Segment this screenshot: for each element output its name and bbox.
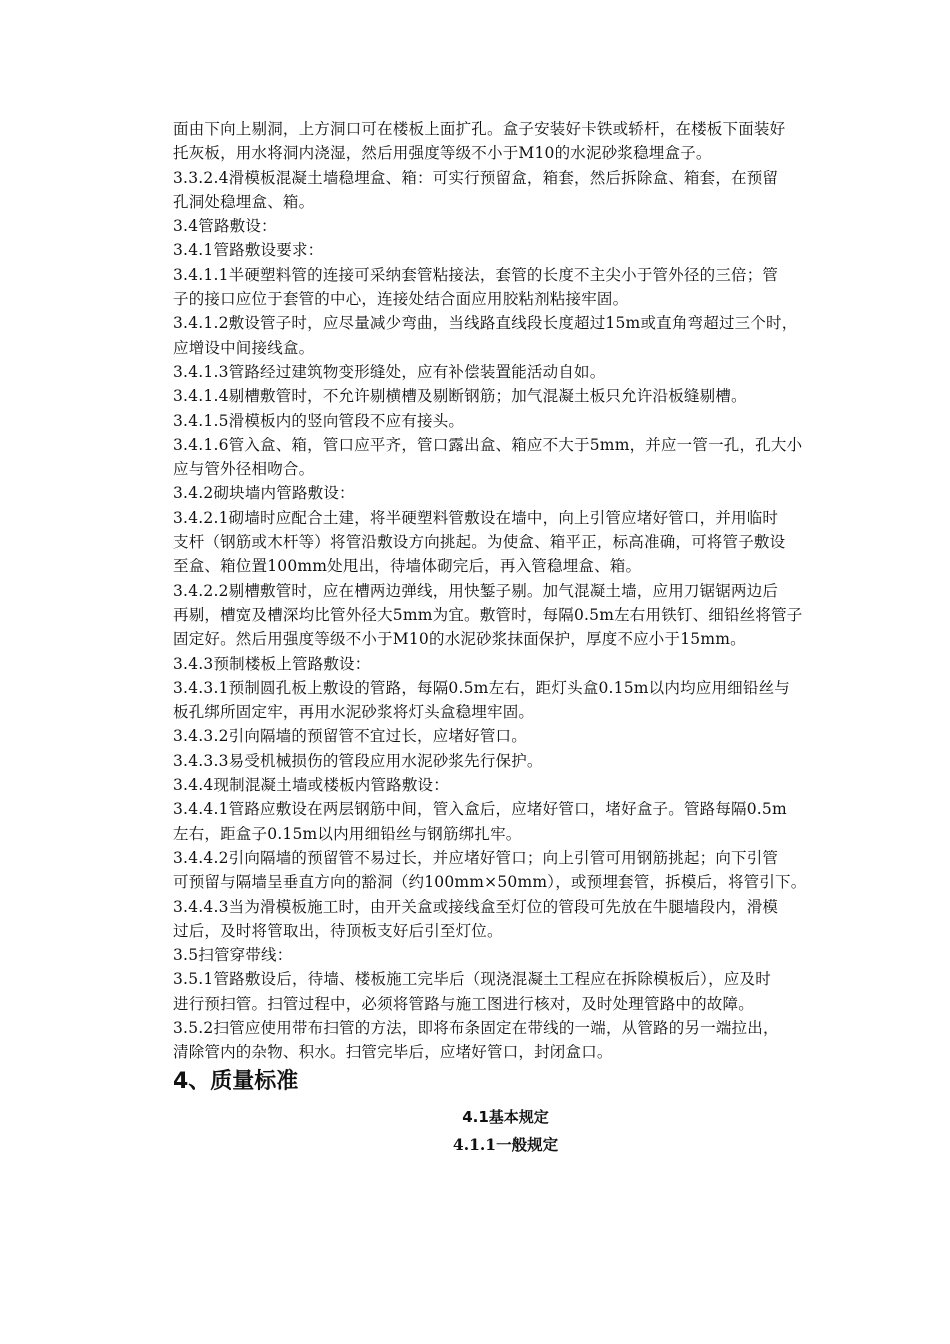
text-line: 3.3.2.4滑模板混凝土墙稳埋盒、箱：可实行预留盒，箱套，然后拆除盒、箱套，在预留 (173, 168, 779, 187)
text-line: 至盒、箱位置100mm处甩出，待墙体砌完后，再入管稳埋盒、箱。 (173, 557, 642, 576)
text-line: 3.4.1.1半硬塑料管的连接可采纳套管粘接法，套管的长度不主尖小于管外径的三倍；管 (173, 265, 779, 284)
text-line: 支杆（钢筋或木杆等）将管沿敷设方向挑起。为使盒、箱平正，标高准确，可将管子敷设 (173, 533, 786, 552)
subsection-heading: 4.1.1一般规定 (452, 1134, 559, 1154)
text-line: 托灰板，用水将洞内浇湿，然后用强度等级不小于M10的水泥砂浆稳埋盒子。 (173, 144, 712, 163)
text-line: 再剔，槽宽及槽深均比管外径大5mm为宜。敷管时，每隔0.5m左右用铁钉、细铅丝将管子 (173, 605, 803, 624)
text-line: 固定好。然后用强度等级不小于M10的水泥砂浆抹面保护，厚度不应小于15mm。 (173, 630, 746, 649)
text-line: 板孔绑所固定牢，再用水泥砂浆将灯头盒稳埋牢固。 (173, 703, 535, 722)
text-line: 3.4.4.3当为滑模板施工时，由开关盒或接线盒至灯位的管段可先放在牛腿墙段内，滑模 (173, 897, 779, 916)
text-line: 3.4.1.6管入盒、箱，管口应平齐，管口露出盒、箱应不大于5mm，并应一管一孔，孔大小 (173, 435, 803, 454)
text-line: 应增设中间接线盒。 (173, 338, 315, 357)
text-line: 左右，距盒子0.15m以内用细铅丝与钢筋绑扎牢。 (173, 824, 522, 843)
text-line: 清除管内的杂物、积水。扫管完毕后，应堵好管口，封闭盒口。 (173, 1043, 613, 1062)
text-line: 3.4.3.2引向隔墙的预留管不宜过长，应堵好管口。 (173, 727, 527, 746)
text-line: 3.4.3.3易受机械损伤的管段应用水泥砂浆先行保护。 (173, 751, 543, 770)
section-title: 3.4.1管路敷设要求： (173, 241, 324, 260)
document-body (173, 117, 838, 1157)
text-line: 3.4.4.2引向隔墙的预留管不易过长，并应堵好管口；向上引管可用钢筋挑起；向下引管 (173, 848, 779, 867)
text-line: 过后，及时将管取出，待顶板支好后引至灯位。 (173, 921, 503, 940)
text-line: 3.5.1管路敷设后，待墙、楼板施工完毕后（现浇混凝土工程应在拆除模板后），应及时 (173, 970, 771, 989)
text-line: 3.4.1.3管路经过建筑物变形缝处，应有补偿装置能活动自如。 (173, 362, 606, 381)
section-title: 3.4.4现制混凝土墙或楼板内管路敷设： (173, 776, 449, 795)
text-line: 子的接口应位于套管的中心，连接处结合面应用胶粘剂粘接牢固。 (173, 290, 629, 309)
text-line: 应与管外径相吻合。 (173, 460, 315, 479)
text-line: 3.4.1.2敷设管子时，应尽量减少弯曲，当线路直线段长度超过15m或直角弯超过三个时， (173, 314, 798, 333)
text-line: 3.4.1.4剔槽敷管时，不允许剔横槽及剔断钢筋；加气混凝土板只允许沿板缝剔槽。 (173, 387, 747, 406)
section-title: 3.4.2砌块墙内管路敷设： (173, 484, 355, 503)
text-line: 3.4.3.1预制圆孔板上敷设的管路，每隔0.5m左右，距灯头盒0.15m以内均应用细铅丝与 (173, 678, 790, 697)
text-line: 3.4.1.5滑模板内的竖向管段不应有接头。 (173, 411, 465, 430)
section-title: 3.4.3预制楼板上管路敷设： (173, 654, 371, 673)
section-title: 3.5扫管穿带线： (173, 946, 293, 965)
text-line: 3.4.4.1管路应敷设在两层钢筋中间，管入盒后，应堵好管口，堵好盒子。管路每隔0.5m (173, 800, 787, 819)
text-line: 3.4.2.2剔槽敷管时，应在槽两边弹线，用快錾子剔。加气混凝土墙，应用刀锯锯两边后 (173, 581, 779, 600)
section-title: 3.4管路敷设： (173, 217, 277, 236)
text-line: 3.5.2扫管应使用带布扫管的方法，即将布条固定在带线的一端，从管路的另一端拉出， (173, 1018, 779, 1037)
text-line: 3.4.2.1砌墙时应配合土建，将半硬塑料管敷设在墙中，向上引管应堵好管口，并用临时 (173, 508, 779, 527)
text-line: 面由下向上剔洞，上方洞口可在楼板上面扩孔。盒子安装好卡铁或轿杆，在楼板下面装好 (173, 120, 786, 138)
text-line: 可预留与隔墙呈垂直方向的豁洞（约100mm×50mm），或预埋套管，拆模后，将管引下。 (173, 873, 807, 892)
text-line: 孔洞处稳埋盒、箱。 (173, 192, 315, 211)
text-line: 进行预扫管。扫管过程中，必须将管路与施工图进行核对，及时处理管路中的故障。 (173, 994, 754, 1013)
chapter-heading: 4、质量标准 (173, 1068, 299, 1094)
section-heading: 4.1基本规定 (462, 1107, 549, 1126)
